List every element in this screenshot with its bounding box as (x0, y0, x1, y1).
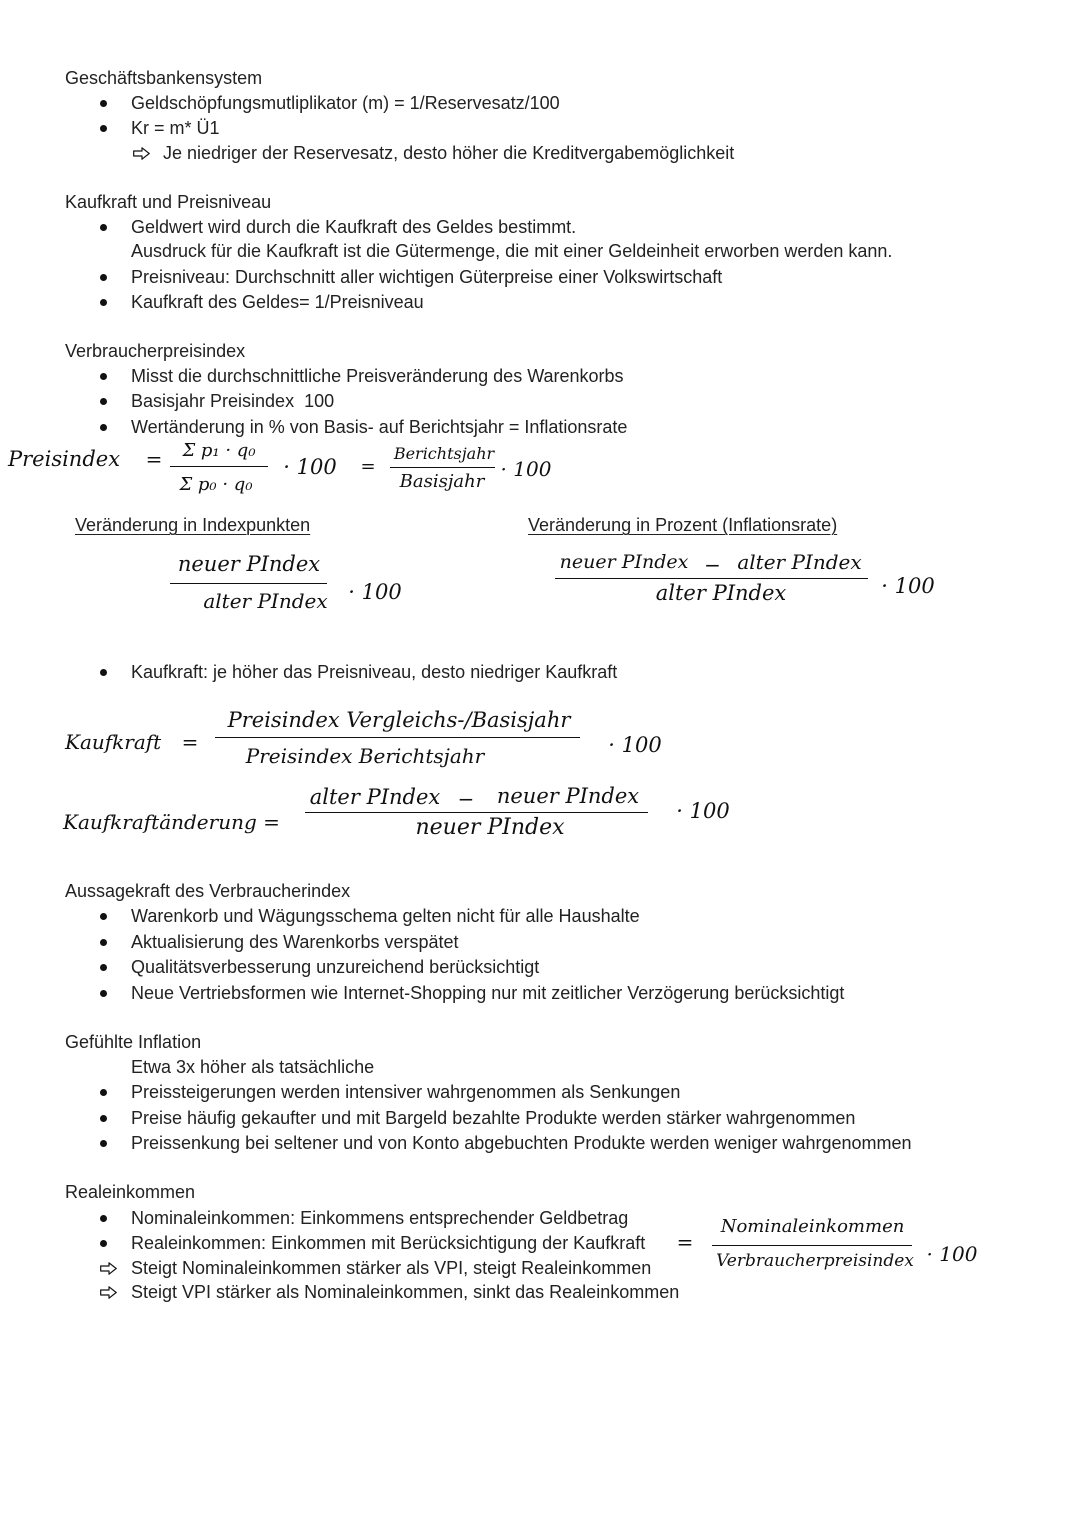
list-item: Preissenkung bei seltener und von Konto abgebuchten Produkte werden weniger wahrgenommen (131, 1133, 912, 1153)
list-item: Qualitätsverbesserung unzureichend berücksichtigt (131, 957, 540, 977)
list-item: Aktualisierung des Warenkorbs verspätet (131, 932, 459, 952)
equals-sign: = (676, 1230, 694, 1254)
minus-sign: − (704, 553, 721, 577)
list-item: Geldschöpfungsmutliplikator (m) = 1/Reservesatz/100 (131, 93, 560, 113)
multiplier: · 100 (608, 733, 662, 757)
multiplier: · 100 (283, 455, 337, 479)
multiplier: · 100 (500, 457, 552, 481)
bullet-icon (100, 1215, 107, 1222)
multiplier: · 100 (348, 580, 402, 604)
formula-label: Kaufkraft (65, 730, 162, 754)
bullet-icon (100, 1089, 107, 1096)
list-item: Neue Vertriebsformen wie Internet-Shopping nur mit zeitlicher Verzögerung berücksichtigt (131, 983, 845, 1003)
fraction-line (170, 583, 327, 584)
fraction-numerator-part: alter PIndex (309, 785, 441, 809)
bullet-icon (100, 125, 107, 132)
fraction-numerator-part: neuer PIndex (559, 551, 689, 573)
conclusion-note: Steigt Nominaleinkommen stärker als VPI, steigt Realeinkommen (131, 1258, 652, 1278)
list-item: Kaufkraft: je höher das Preisniveau, desto niedriger Kaufkraft (131, 662, 618, 682)
fraction-numerator: Nominaleinkommen (720, 1216, 905, 1237)
list-item: Wertänderung in % von Basis- auf Berichtsjahr = Inflationsrate (131, 417, 628, 437)
bullet-icon (100, 1240, 107, 1247)
subheading: Veränderung in Prozent (Inflationsrate) (528, 515, 838, 535)
section-heading: Kaufkraft und Preisniveau (65, 192, 272, 212)
section-heading: Realeinkommen (65, 1182, 196, 1202)
section-heading: Geschäftsbankensystem (65, 68, 263, 88)
arrow-right-icon (133, 147, 150, 160)
list-item: Kaufkraft des Geldes= 1/Preisniveau (131, 292, 424, 312)
equals-sign: = (181, 730, 199, 754)
conclusion-note: Je niedriger der Reservesatz, desto höher die Kreditvergabemöglichkeit (163, 143, 735, 163)
list-item: Preise häufig gekaufter und mit Bargeld bezahlte Produkte werden stärker wahrgenommen (131, 1108, 856, 1128)
fraction-denominator: alter PIndex (655, 581, 787, 605)
fraction-line (390, 467, 495, 468)
fraction-line (215, 737, 580, 738)
section-heading: Gefühlte Inflation (65, 1032, 202, 1052)
section-heading: Verbraucherpreisindex (65, 341, 246, 361)
list-item: Warenkorb und Wägungsschema gelten nicht für alle Haushalte (131, 906, 640, 926)
list-item: Misst die durchschnittliche Preisveränderung des Warenkorbs (131, 366, 624, 386)
bullet-icon (100, 990, 107, 997)
section-heading: Aussagekraft des Verbraucherindex (65, 881, 351, 901)
fraction-numerator: neuer PIndex (177, 552, 321, 576)
bullet-icon (100, 100, 107, 107)
bullet-icon (100, 224, 107, 231)
fraction-line (170, 466, 268, 467)
arrow-right-icon (100, 1286, 117, 1299)
bullet-icon (100, 398, 107, 405)
fraction-denominator: Preisindex Berichtsjahr (245, 744, 485, 768)
list-item: Preisniveau: Durchschnitt aller wichtigen Güterpreise einer Volkswirtschaft (131, 267, 723, 287)
fraction-denominator: neuer PIndex (415, 815, 565, 840)
bullet-icon (100, 669, 107, 676)
fraction-denominator: Verbraucherpreisindex (716, 1251, 914, 1271)
bullet-icon (100, 1140, 107, 1147)
list-item: Basisjahr Preisindex 100 (131, 391, 335, 411)
list-item-continuation: Ausdruck für die Kaufkraft ist die Gütermenge, die mit einer Geldeinheit erworben werden kann. (131, 241, 893, 261)
list-item: Etwa 3x höher als tatsächliche (131, 1057, 375, 1077)
fraction-line (712, 1245, 912, 1246)
bullet-icon (100, 424, 107, 431)
bullet-icon (100, 964, 107, 971)
minus-sign: − (457, 787, 475, 811)
equals-sign: = (360, 456, 376, 477)
formula-label: Kaufkraftänderung = (63, 810, 280, 834)
fraction-numerator: Preisindex Vergleichs-/Basisjahr (227, 708, 571, 732)
conclusion-note: Steigt VPI stärker als Nominaleinkommen, sinkt das Realeinkommen (131, 1282, 680, 1302)
list-item: Realeinkommen: Einkommen mit Berücksichtigung der Kaufkraft (131, 1233, 646, 1253)
bullet-icon (100, 274, 107, 281)
fraction-numerator-part: neuer PIndex (496, 784, 640, 808)
subheading: Veränderung in Indexpunkten (75, 515, 311, 535)
list-item: Nominaleinkommen: Einkommens entsprechender Geldbetrag (131, 1208, 629, 1228)
bullet-icon (100, 1115, 107, 1122)
fraction-denominator: Σ p₀ · q₀ (179, 474, 253, 495)
bullet-icon (100, 939, 107, 946)
bullet-icon (100, 373, 107, 380)
list-item: Kr = m* Ü1 (131, 118, 220, 138)
formula-label: Preisindex (8, 447, 121, 471)
multiplier: · 100 (926, 1242, 978, 1266)
equals-sign: = (145, 447, 163, 471)
fraction-denominator: Basisjahr (399, 471, 485, 492)
fraction-numerator: Σ p₁ · q₀ (182, 440, 256, 461)
fraction-numerator: Berichtsjahr (393, 444, 495, 463)
list-item: Geldwert wird durch die Kaufkraft des Geldes bestimmt. (131, 217, 577, 237)
multiplier: · 100 (676, 799, 730, 823)
fraction-denominator: alter PIndex (203, 589, 328, 613)
fraction-numerator-part: alter PIndex (737, 550, 862, 574)
fraction-line (555, 578, 868, 579)
arrow-right-icon (100, 1262, 117, 1275)
bullet-icon (100, 913, 107, 920)
multiplier: · 100 (881, 574, 935, 598)
bullet-icon (100, 299, 107, 306)
fraction-line (305, 812, 648, 813)
list-item: Preissteigerungen werden intensiver wahrgenommen als Senkungen (131, 1082, 681, 1102)
